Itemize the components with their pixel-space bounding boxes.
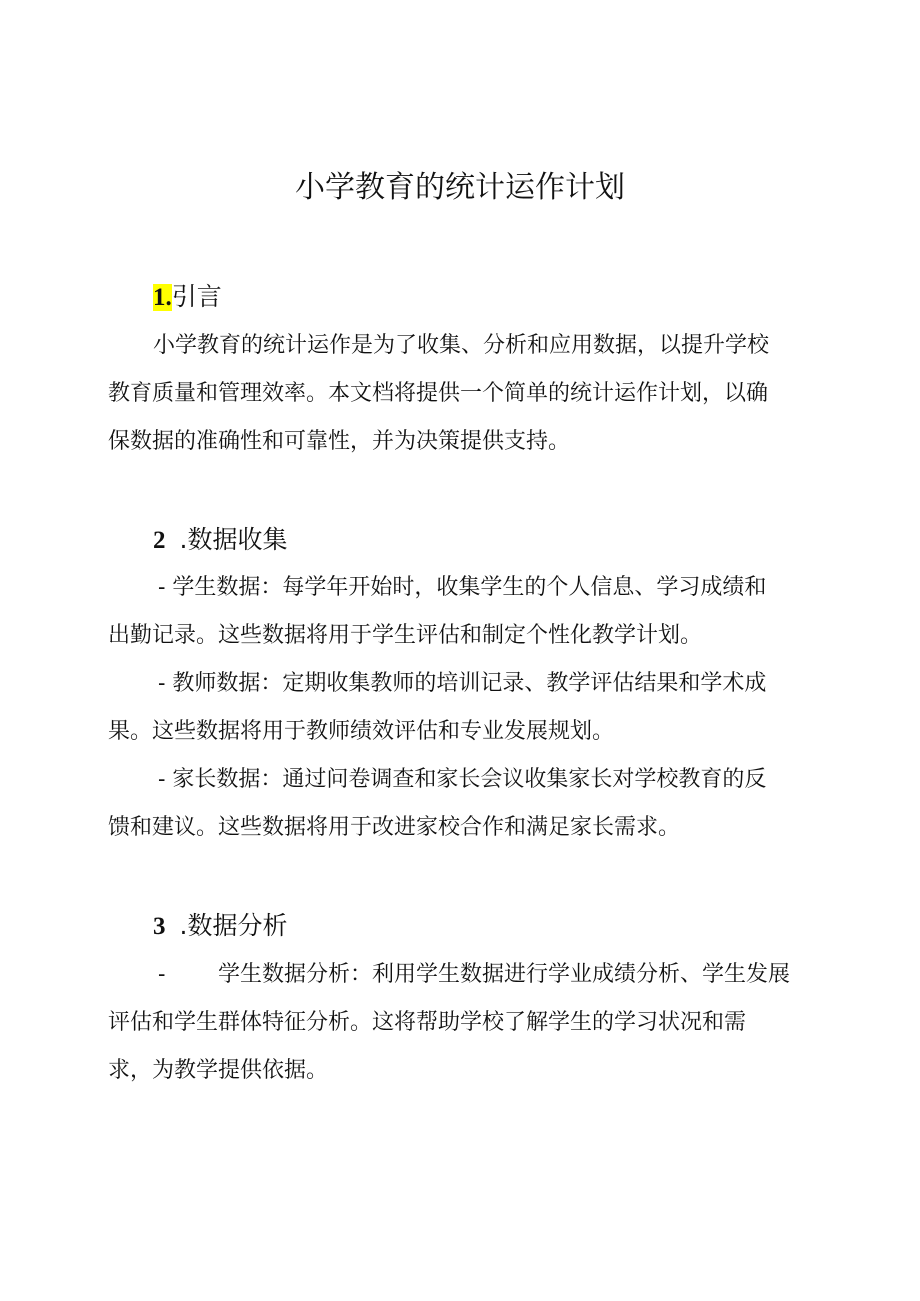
section-2-heading xyxy=(153,521,287,560)
paragraph-line: 小学教育的统计运作是为了收集、分析和应用数据，以提升学校 xyxy=(153,333,770,358)
section-1-title: 引言 xyxy=(171,282,222,311)
section-1-number: 1. xyxy=(153,284,172,311)
section-3-heading xyxy=(153,907,287,946)
list-item-line: 学生数据分析：利用学生数据进行学业成绩分析、学生发展 xyxy=(218,962,791,987)
list-item-line: 果。这些数据将用于教师绩效评估和专业发展规划。 xyxy=(108,719,615,744)
list-item-line: - 家长数据：通过问卷调查和家长会议收集家长对学校教育的反 xyxy=(158,767,767,792)
list-item-line: 出勤记录。这些数据将用于学生评估和制定个性化教学计划。 xyxy=(108,623,703,648)
section-3-title: .数据分析 xyxy=(179,911,288,940)
section-2-number: 2 xyxy=(153,527,166,554)
section-3-number: 3 xyxy=(153,913,166,940)
list-item-line: 馈和建议。这些数据将用于改进家校合作和满足家长需求。 xyxy=(108,815,681,840)
list-item-line: - 教师数据：定期收集教师的培训记录、教学评估结果和学术成 xyxy=(158,671,767,696)
section-1-heading xyxy=(153,278,222,317)
paragraph-line: 保数据的准确性和可靠性，并为决策提供支持。 xyxy=(108,429,571,454)
list-item-line: 求，为教学提供依据。 xyxy=(108,1058,329,1083)
document-title: 小学教育的统计运作计划 xyxy=(295,170,625,205)
list-dash: - xyxy=(158,962,166,987)
list-item-line: - 学生数据：每学年开始时，收集学生的个人信息、学习成绩和 xyxy=(158,575,767,600)
list-item-line: 评估和学生群体特征分析。这将帮助学校了解学生的学习状况和需 xyxy=(108,1010,747,1035)
paragraph-line: 教育质量和管理效率。本文档将提供一个简单的统计运作计划，以确 xyxy=(108,381,769,406)
section-2-title: .数据收集 xyxy=(179,525,288,554)
